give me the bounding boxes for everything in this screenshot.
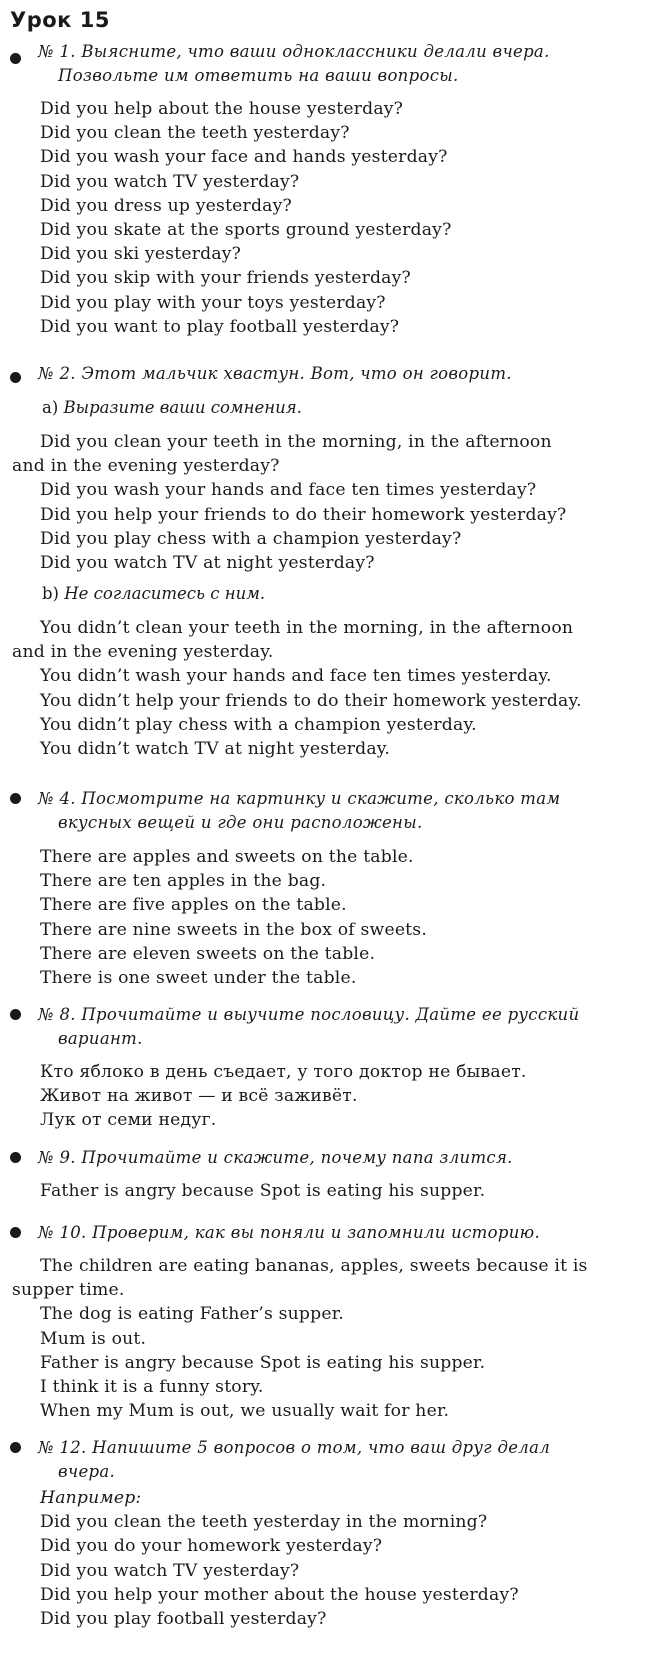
task-2-part-a-answers [0, 430, 655, 575]
task-8-heading-line1: № 8. Прочитайте и выучите пословицу. Дайте ее русский [38, 1005, 580, 1024]
answer-line: Did you play chess with a champion yesterday? [40, 528, 462, 549]
answer-line: Did you skate at the sports ground yesterday? [40, 220, 452, 241]
task-2-heading: № 2. Этот мальчик хвастун. Вот, что он говорит. [38, 364, 512, 383]
answer-line: Father is angry because Spot is eating his supper. [40, 1352, 486, 1373]
task-4-heading-line2: вкусных вещей и где они расположены. [58, 813, 423, 832]
task-1-heading-line1: № 1. Выясните, что ваши одноклассники делали вчера. [38, 42, 550, 61]
part-a-letter: а) [42, 398, 59, 417]
task-10-answers [0, 1254, 655, 1423]
answer-line: When my Mum is out, we usually wait for her. [40, 1401, 450, 1422]
bullet-icon [10, 1009, 21, 1020]
task-8-heading-line2: вариант. [58, 1029, 143, 1048]
bullet-icon [10, 793, 21, 804]
answer-line: Did you play with your toys yesterday? [40, 292, 386, 313]
bullet-icon [10, 1442, 21, 1453]
bullet-icon [10, 1227, 21, 1238]
proverb-line: Кто яблоко в день съедает, у того доктор не бывает. [40, 1062, 527, 1082]
task-12-heading [38, 1436, 633, 1484]
answer-line: Did you dress up yesterday? [40, 195, 292, 216]
task-4-heading [38, 787, 633, 835]
answer-line: Did you ski yesterday? [40, 244, 242, 265]
lesson-title: Урок 15 [10, 8, 110, 32]
answer-line: Did you help your mother about the house yesterday? [40, 1584, 519, 1605]
answer-line: I think it is a funny story. [40, 1377, 264, 1398]
answer-line: There are five apples on the table. [40, 895, 347, 916]
proverb-line: Живот на живот — и всё заживёт. [40, 1086, 358, 1107]
task-10-heading: № 10. Проверим, как вы поняли и запомнили историю. [38, 1223, 540, 1242]
part-b-instruction: Не согласитесь с ним. [64, 584, 266, 603]
answer-line: Father is angry because Spot is eating his supper. [40, 1181, 486, 1201]
answer-line: Did you help your friends to do their homework yesterday? [40, 504, 567, 525]
answer-line: Did you watch TV yesterday? [40, 171, 300, 192]
task-9-answers [0, 1179, 655, 1203]
answer-line: You didn’t wash your hands and face ten times yesterday. [40, 666, 552, 687]
answer-line: There is one sweet under the table. [40, 968, 357, 989]
answer-line: The dog is eating Father’s supper. [40, 1304, 344, 1325]
answer-line: Did you do your homework yesterday? [40, 1536, 383, 1557]
answer-line: You didn’t watch TV at night yesterday. [40, 739, 391, 760]
answer-line: Did you clean the teeth yesterday? [40, 123, 350, 144]
answer-line: Mum is out. [40, 1328, 147, 1349]
answer-line: Did you help about the house yesterday? [40, 99, 404, 119]
part-b-letter: b) [42, 584, 59, 603]
task-4-answers [0, 845, 655, 990]
answer-line: The children are eating bananas, apples, sweets because it is [40, 1256, 588, 1276]
task-12-heading-line1: № 12. Напишите 5 вопросов о том, что ваш друг делал [38, 1438, 551, 1457]
answer-line: Did you wash your face and hands yesterday? [40, 147, 448, 168]
task-12-heading-line2: вчера. [58, 1462, 116, 1481]
task-4-heading-line1: № 4. Посмотрите на картинку и скажите, сколько там [38, 789, 561, 808]
answer-line: You didn’t clean your teeth in the morning, in the afternoon [40, 618, 574, 638]
proverb-line: Лук от семи недуг. [40, 1110, 217, 1131]
task-2-part-b-answers [0, 616, 655, 761]
task-8-heading [38, 1003, 633, 1051]
bullet-icon [10, 53, 21, 64]
answer-line: There are apples and sweets on the table. [40, 847, 414, 867]
task-1-answers [0, 97, 655, 339]
part-a-instruction: Выразите ваши сомнения. [63, 398, 302, 417]
answer-line-continuation: and in the evening yesterday? [12, 456, 280, 477]
task-12-answers [0, 1486, 655, 1631]
answer-line: There are nine sweets in the box of sweets. [40, 919, 427, 940]
answer-line-continuation: and in the evening yesterday. [12, 642, 274, 663]
task-2-part-b-label [42, 582, 265, 606]
task-8-answers [0, 1060, 655, 1133]
answer-line: Did you watch TV yesterday? [40, 1560, 300, 1581]
answer-line: Did you clean your teeth in the morning, in the afternoon [40, 432, 552, 452]
task-2-part-a-label [42, 396, 302, 420]
answer-line: You didn’t help your friends to do their homework yesterday. [40, 690, 582, 711]
task-9-heading: № 9. Прочитайте и скажите, почему папа злится. [38, 1148, 513, 1167]
answer-line: Did you wash your hands and face ten times yesterday? [40, 480, 537, 501]
answer-line-continuation: supper time. [12, 1280, 125, 1301]
bullet-icon [10, 372, 21, 383]
task-1-heading-line2: Позвольте им ответить на ваши вопросы. [58, 66, 459, 85]
task-1-heading [38, 40, 633, 88]
answer-line: You didn’t play chess with a champion yesterday. [40, 714, 477, 735]
answer-line: There are eleven sweets on the table. [40, 943, 376, 964]
answer-line: Did you skip with your friends yesterday? [40, 268, 411, 289]
example-label: Например: [40, 1488, 142, 1508]
answer-line: Did you play football yesterday? [40, 1609, 327, 1630]
answer-line: Did you watch TV at night yesterday? [40, 553, 375, 574]
bullet-icon [10, 1152, 21, 1163]
answer-line: Did you clean the teeth yesterday in the morning? [40, 1512, 488, 1533]
answer-line: Did you want to play football yesterday? [40, 316, 400, 337]
answer-line: There are ten apples in the bag. [40, 871, 327, 892]
